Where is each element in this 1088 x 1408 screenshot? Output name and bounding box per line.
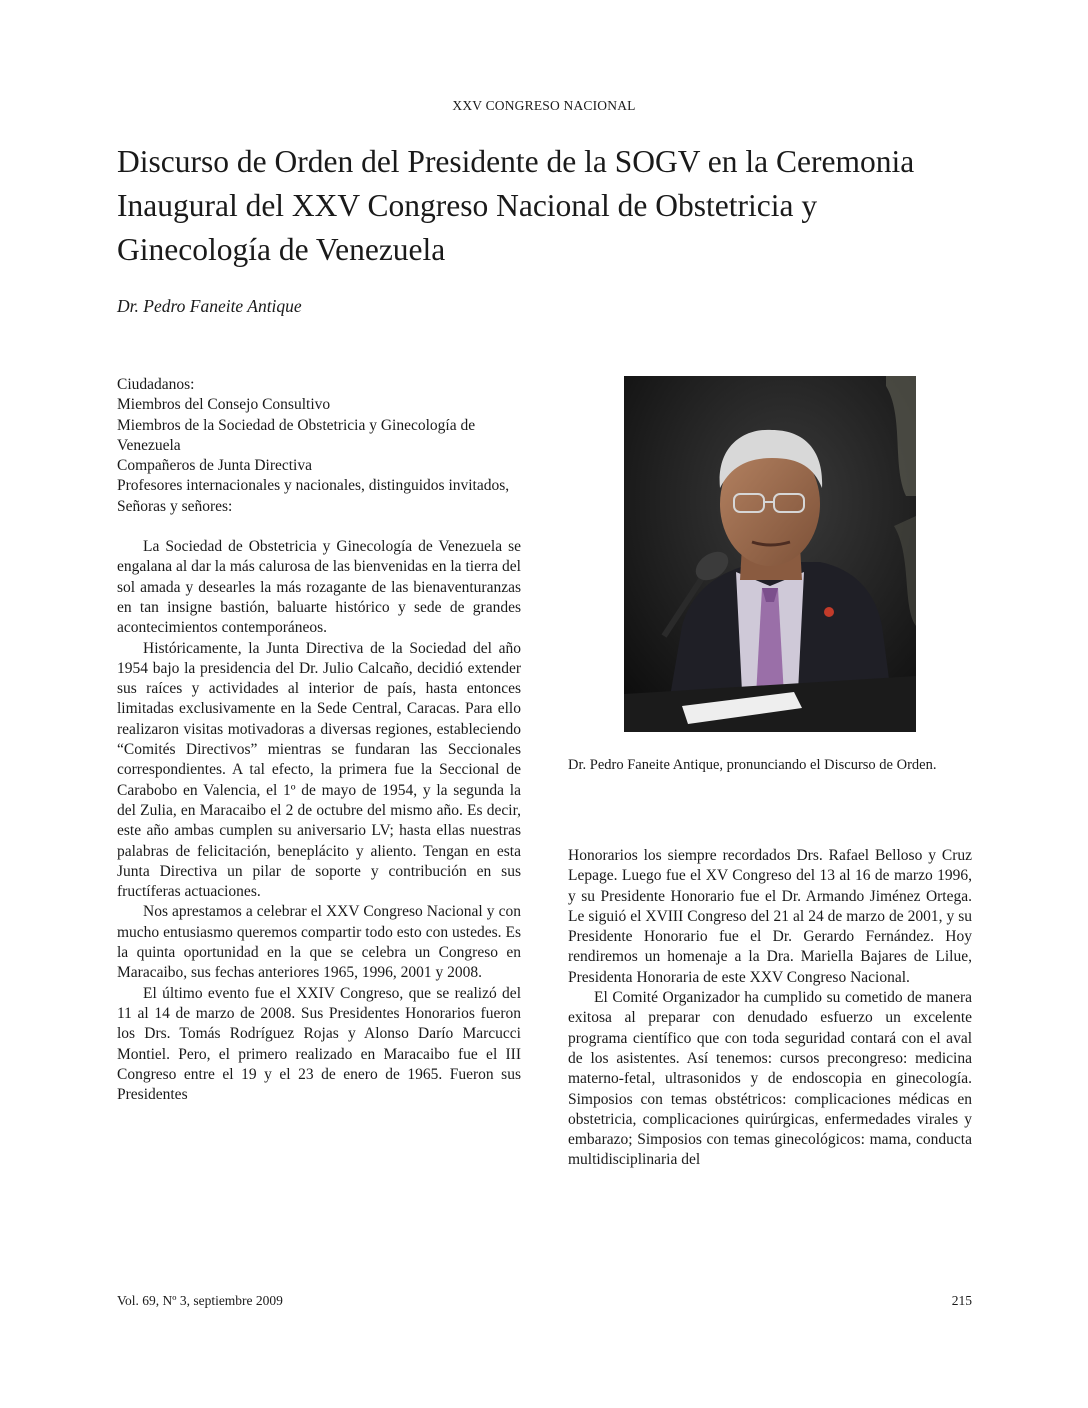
article-author: Dr. Pedro Faneite Antique bbox=[117, 296, 302, 316]
body-paragraph: El Comité Organizador ha cumplido su cometido de manera exitosa al preparar con denudado esfuerzo un excelente programa científico que con toda seguridad contará con el aval de los asistentes. Así tenemos: cursos precongreso: medicina materno-fetal, ultrasonidos y de endoscopia en ginecología. Simposios con temas obstétricos: complicaciones médicas en obstetricia, complicaciones quirúrgicas, enfermedades virales y embarazo; Simposios con temas ginecológicos: mama, conducta multidisciplinaria del bbox=[568, 989, 972, 1169]
salutation-line: Miembros de la Sociedad de Obstetricia y Ginecología de Venezuela bbox=[117, 416, 476, 454]
photo-caption: Dr. Pedro Faneite Antique, pronunciando el Discurso de Orden. bbox=[568, 757, 937, 773]
article-title: Discurso de Orden del Presidente de la SOGV en la Ceremonia Inaugural del XXV Congreso Nacional de Obstetricia y Ginecología de Venezuela bbox=[117, 144, 915, 267]
body-paragraph: El último evento fue el XXIV Congreso, que se realizó del 11 al 14 de marzo de 2008. Sus Presidentes Honorarios fueron los Drs. Tomás Rodríguez Rojas y Alonso Darío Marcucci Montiel. Pero, el primero realizado en Maracaibo fue el III Congreso entre el 19 y el 23 de enero de 1965. Fueron sus Presidentes bbox=[117, 984, 521, 1104]
salutation-block bbox=[117, 375, 521, 517]
salutation-line: Profesores internacionales y nacionales, distinguidos invitados, bbox=[117, 477, 510, 495]
journal-volume: Vol. 69, Nº 3, septiembre 2009 bbox=[117, 1293, 283, 1308]
right-column bbox=[568, 846, 972, 1171]
body-paragraph: La Sociedad de Obstetricia y Ginecología de Venezuela se engalana al dar la más calurosa de las bienvenidas en la tierra del sol amada y desearles la más rozagante de las bienaventuranzas en tan insigne bastión, baluarte histórico y sede de grandes acontecimientos contemporáneos. bbox=[117, 538, 521, 637]
running-head: XXV CONGRESO NACIONAL bbox=[452, 98, 636, 113]
left-column bbox=[117, 375, 521, 1105]
speaker-photo-illustration bbox=[624, 376, 916, 732]
salutation-line: Compañeros de Junta Directiva bbox=[117, 457, 312, 475]
salutation-line: Señoras y señores: bbox=[117, 497, 233, 515]
salutation-line: Miembros del Consejo Consultivo bbox=[117, 396, 331, 414]
salutation-line: Ciudadanos: bbox=[117, 376, 195, 393]
speaker-photo bbox=[624, 376, 916, 732]
body-paragraph: Nos aprestamos a celebrar el XXV Congreso Nacional y con mucho entusiasmo queremos compartir todo esto con ustedes. Es la quinta oportunidad en la que se celebra un Congreso en Maracaibo, sus fechas anteriores 1965, 1996, 2001 y 2008. bbox=[117, 903, 521, 982]
body-paragraph: Honorarios los siempre recordados Drs. Rafael Belloso y Cruz Lepage. Luego fue el XV Congreso del 13 al 16 de marzo 1996, y su Presidente Honorario fue el Dr. Armando Jiménez Ortega. Le siguió el XVIII Congreso del 21 al 24 de marzo de 2001, y su Presidente Honorario fue el Dr. Gerardo Fernández. Hoy rendiremos un homenaje a la Dra. Mariella Bajares de Lilue, Presidenta Honoraria de este XXV Congreso Nacional. bbox=[568, 847, 972, 986]
body-paragraph: Históricamente, la Junta Directiva de la Sociedad del año 1954 bajo la presidencia del Dr. Julio Calcaño, decidió extender sus raíces y actividades al interior de país, hasta entonces limitadas exclusivamente en la Sede Central, Caracas. Para ello realizaron visitas motivadoras a diversas regiones, estableciendo “Comités Directivos” mientras se fundaran las Seccionales correspondientes. A tal efecto, la primera fue la Seccional de Carabobo en Valencia, el 1º de mayo de 1954, y la segunda la del Zulia, en Maracaibo el 2 de octubre del mismo año. Es decir, este año ambas cumplen su aniversario LV; hasta ellas nuestras palabras de felicitación, beneplácito y aliento. Tengan en esta Junta Directiva un pilar de soporte y contribución en sus fructíferas actuaciones. bbox=[117, 639, 521, 901]
page-number: 215 bbox=[951, 1293, 972, 1308]
